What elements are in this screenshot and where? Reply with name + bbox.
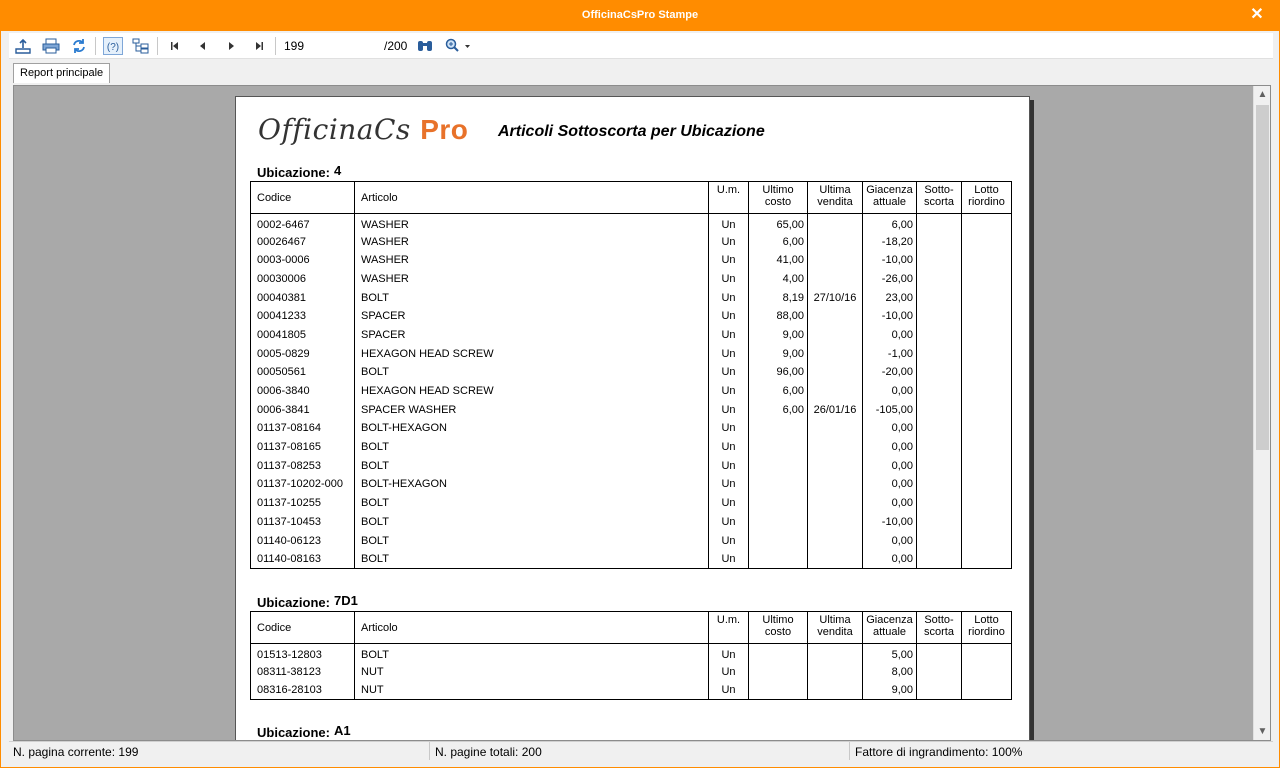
report-page [235,96,1030,741]
cell-ultimo-costo: 4,00 [749,270,808,289]
cell-codice: 08311-38123 [251,662,355,681]
cell-articolo: WASHER [355,270,709,289]
cell-sottoscorta [917,344,962,363]
cell-ultimo-costo [749,644,808,663]
ubicazione-value: 4 [333,163,342,178]
cell-articolo: BOLT [355,456,709,475]
zoom-icon[interactable] [443,37,473,55]
cell-um: Un [709,307,749,326]
col-sottoscorta: Sotto- scorta [917,612,962,644]
cell-giacenza: 0,00 [863,456,917,475]
cell-articolo: WASHER [355,251,709,270]
ubicazione-label: Ubicazione: [257,725,330,740]
cell-um: Un [709,363,749,382]
refresh-icon[interactable] [69,37,89,55]
cell-giacenza: 6,00 [863,214,917,233]
table-row [251,270,1012,289]
cell-articolo: SPACER [355,326,709,345]
cell-um: Un [709,531,749,550]
prev-page-icon[interactable] [193,37,213,55]
toolbar-separator [157,37,158,55]
table-row [251,382,1012,401]
cell-ultimo-costo: 6,00 [749,382,808,401]
cell-ultimo-costo [749,513,808,532]
cell-ultima-vendita [808,644,863,663]
cell-lotto [962,456,1012,475]
cell-giacenza: -18,20 [863,232,917,251]
col-codice: Codice [251,182,355,214]
tab-strip [9,61,1273,83]
cell-giacenza: 0,00 [863,494,917,513]
cell-codice: 00026467 [251,232,355,251]
cell-ultimo-costo: 9,00 [749,344,808,363]
cell-ultima-vendita [808,419,863,438]
cell-articolo: BOLT [355,494,709,513]
table-row [251,550,1012,569]
cell-ultima-vendita [808,232,863,251]
cell-codice: 0002-6467 [251,214,355,233]
cell-sottoscorta [917,251,962,270]
cell-giacenza: -105,00 [863,400,917,419]
report-table [250,181,1012,569]
cell-um: Un [709,644,749,663]
toolbar-separator [275,37,276,55]
cell-sottoscorta [917,326,962,345]
cell-ultima-vendita [808,344,863,363]
table-row [251,251,1012,270]
cell-um: Un [709,438,749,457]
cell-ultima-vendita: 27/10/16 [808,288,863,307]
cell-giacenza: 23,00 [863,288,917,307]
cell-articolo: NUT [355,662,709,681]
cell-sottoscorta [917,214,962,233]
cell-giacenza: 0,00 [863,475,917,494]
cell-ultimo-costo [749,494,808,513]
cell-ultima-vendita [808,307,863,326]
svg-text:(?): (?) [106,42,120,53]
ubicazione-label: Ubicazione: [257,165,330,180]
cell-codice: 01137-10255 [251,494,355,513]
cell-lotto [962,344,1012,363]
scroll-up-icon[interactable]: ▲ [1257,89,1268,100]
page-number-input[interactable]: 199 [284,39,305,53]
cell-ultima-vendita [808,363,863,382]
cell-giacenza: 0,00 [863,438,917,457]
cell-codice: 0003-0006 [251,251,355,270]
logo-main-text: OfficinaCs [258,113,411,146]
cell-um: Un [709,270,749,289]
page-total-label: /200 [384,39,408,53]
cell-lotto [962,644,1012,663]
cell-giacenza: -10,00 [863,251,917,270]
ubicazione-heading [257,593,358,610]
table-row [251,438,1012,457]
table-row [251,363,1012,382]
report-title: Articoli Sottoscorta per Ubicazione [498,123,765,140]
cell-lotto [962,662,1012,681]
export-icon[interactable] [13,37,33,55]
cell-ultimo-costo: 65,00 [749,214,808,233]
vertical-scrollbar[interactable] [1253,86,1270,740]
col-articolo: Articolo [355,612,709,644]
cell-ultimo-costo: 8,19 [749,288,808,307]
cell-codice: 0006-3840 [251,382,355,401]
cell-lotto [962,382,1012,401]
cell-um: Un [709,251,749,270]
cell-articolo: HEXAGON HEAD SCREW [355,382,709,401]
cell-lotto [962,438,1012,457]
col-codice: Codice [251,612,355,644]
cell-codice: 00050561 [251,363,355,382]
cell-um: Un [709,232,749,251]
cell-sottoscorta [917,494,962,513]
table-row [251,513,1012,532]
cell-giacenza: 0,00 [863,382,917,401]
next-page-icon[interactable] [221,37,241,55]
cell-ultima-vendita [808,326,863,345]
col-giacenza: Giacenza attuale [863,182,917,214]
table-row [251,681,1012,700]
cell-ultima-vendita: 26/01/16 [808,400,863,419]
cell-um: Un [709,344,749,363]
toolbar-separator [95,37,96,55]
cell-ultimo-costo [749,456,808,475]
cell-um: Un [709,456,749,475]
cell-articolo: NUT [355,681,709,700]
cell-lotto [962,494,1012,513]
status-zoom: Fattore di ingrandimento: 100% [855,745,1023,759]
table-row [251,232,1012,251]
cell-codice: 0006-3841 [251,400,355,419]
col-articolo: Articolo [355,182,709,214]
status-total-pages: N. pagine totali: 200 [435,745,542,759]
cell-lotto [962,288,1012,307]
cell-codice: 01137-08165 [251,438,355,457]
cell-sottoscorta [917,531,962,550]
ubicazione-value: 7D1 [333,593,358,608]
scroll-down-icon[interactable]: ▼ [1257,726,1268,737]
cell-lotto [962,531,1012,550]
cell-giacenza: 0,00 [863,550,917,569]
toolbar [9,33,1273,59]
col-ultimo-costo: Ultimo costo [749,182,808,214]
cell-um: Un [709,419,749,438]
col-ultimo-costo: Ultimo costo [749,612,808,644]
status-bar [9,741,1273,759]
table-header-row [251,612,1012,644]
cell-lotto [962,419,1012,438]
col-lotto: Lotto riordino [962,612,1012,644]
table-row [251,344,1012,363]
cell-ultimo-costo [749,662,808,681]
table-header-row [251,182,1012,214]
col-ultima-vendita: Ultima vendita [808,612,863,644]
cell-lotto [962,307,1012,326]
table-row [251,662,1012,681]
cell-ultima-vendita [808,494,863,513]
cell-ultima-vendita [808,438,863,457]
cell-um: Un [709,681,749,700]
cell-codice: 00040381 [251,288,355,307]
cell-ultimo-costo [749,438,808,457]
cell-sottoscorta [917,400,962,419]
cell-sottoscorta [917,307,962,326]
cell-sottoscorta [917,513,962,532]
cell-ultimo-costo [749,681,808,700]
cell-sottoscorta [917,288,962,307]
cell-giacenza: -10,00 [863,513,917,532]
col-sottoscorta: Sotto- scorta [917,182,962,214]
cell-sottoscorta [917,644,962,663]
cell-sottoscorta [917,419,962,438]
cell-ultimo-costo: 6,00 [749,400,808,419]
cell-articolo: BOLT [355,531,709,550]
brand-logo [258,113,468,146]
cell-um: Un [709,214,749,233]
cell-articolo: WASHER [355,214,709,233]
cell-lotto [962,513,1012,532]
cell-ultimo-costo [749,475,808,494]
status-separator [849,742,850,760]
table-row [251,419,1012,438]
cell-codice: 01137-10453 [251,513,355,532]
status-current-page: N. pagina corrente: 199 [13,745,139,759]
cell-ultimo-costo [749,531,808,550]
cell-um: Un [709,550,749,569]
close-icon[interactable]: ✕ [1250,6,1264,23]
cell-articolo: BOLT-HEXAGON [355,475,709,494]
cell-ultima-vendita [808,550,863,569]
table-row [251,531,1012,550]
help-icon[interactable] [103,37,123,55]
cell-giacenza: -26,00 [863,270,917,289]
cell-ultimo-costo: 6,00 [749,232,808,251]
cell-lotto [962,550,1012,569]
cell-codice: 00041233 [251,307,355,326]
cell-articolo: BOLT [355,363,709,382]
cell-ultimo-costo: 41,00 [749,251,808,270]
cell-um: Un [709,400,749,419]
first-page-icon[interactable] [165,37,185,55]
cell-ultima-vendita [808,475,863,494]
cell-ultimo-costo: 88,00 [749,307,808,326]
cell-giacenza: -10,00 [863,307,917,326]
cell-codice: 01140-08163 [251,550,355,569]
cell-sottoscorta [917,475,962,494]
ubicazione-heading [257,163,341,180]
find-icon[interactable] [415,37,435,55]
cell-ultima-vendita [808,456,863,475]
window-title: OfficinaCsPro Stampe [581,9,699,21]
cell-um: Un [709,326,749,345]
cell-codice: 00041805 [251,326,355,345]
cell-articolo: HEXAGON HEAD SCREW [355,344,709,363]
content-area [9,31,1273,761]
cell-giacenza: 5,00 [863,644,917,663]
cell-articolo: BOLT [355,644,709,663]
cell-articolo: BOLT [355,288,709,307]
table-row [251,307,1012,326]
cell-lotto [962,681,1012,700]
cell-ultimo-costo [749,550,808,569]
cell-lotto [962,214,1012,233]
title-bar [1,1,1279,31]
cell-lotto [962,232,1012,251]
cell-articolo: BOLT [355,550,709,569]
cell-um: Un [709,288,749,307]
cell-codice: 01513-12803 [251,644,355,663]
cell-sottoscorta [917,382,962,401]
cell-articolo: BOLT [355,513,709,532]
print-icon[interactable] [41,37,61,55]
cell-ultima-vendita [808,531,863,550]
cell-ultima-vendita [808,270,863,289]
col-lotto: Lotto riordino [962,182,1012,214]
table-row [251,326,1012,345]
col-ultima-vendita: Ultima vendita [808,182,863,214]
logo-pro-text: Pro [420,114,469,145]
last-page-icon[interactable] [249,37,269,55]
cell-codice: 01137-10202-000 [251,475,355,494]
cell-giacenza: 9,00 [863,681,917,700]
cell-lotto [962,251,1012,270]
cell-ultima-vendita [808,513,863,532]
cell-giacenza: 0,00 [863,531,917,550]
cell-articolo: SPACER WASHER [355,400,709,419]
cell-ultima-vendita [808,382,863,401]
col-um: U.m. [709,182,749,214]
status-separator [429,742,430,760]
cell-codice: 08316-28103 [251,681,355,700]
table-row [251,214,1012,233]
cell-sottoscorta [917,438,962,457]
cell-codice: 01140-06123 [251,531,355,550]
cell-lotto [962,363,1012,382]
cell-sottoscorta [917,681,962,700]
cell-ultimo-costo: 9,00 [749,326,808,345]
col-giacenza: Giacenza attuale [863,612,917,644]
cell-articolo: SPACER [355,307,709,326]
cell-giacenza: -1,00 [863,344,917,363]
tree-icon[interactable] [131,37,151,55]
cell-ultimo-costo [749,419,808,438]
cell-sottoscorta [917,270,962,289]
cell-ultima-vendita [808,251,863,270]
cell-um: Un [709,475,749,494]
cell-articolo: BOLT-HEXAGON [355,419,709,438]
cell-um: Un [709,513,749,532]
cell-ultimo-costo: 96,00 [749,363,808,382]
cell-ultima-vendita [808,681,863,700]
table-row [251,494,1012,513]
cell-giacenza: 0,00 [863,419,917,438]
cell-um: Un [709,662,749,681]
cell-sottoscorta [917,363,962,382]
cell-codice: 01137-08164 [251,419,355,438]
cell-lotto [962,475,1012,494]
table-row [251,400,1012,419]
cell-ultima-vendita [808,662,863,681]
cell-sottoscorta [917,550,962,569]
cell-lotto [962,270,1012,289]
table-row [251,644,1012,663]
cell-sottoscorta [917,232,962,251]
cell-giacenza: -20,00 [863,363,917,382]
cell-um: Un [709,494,749,513]
ubicazione-value: A1 [333,723,351,738]
cell-giacenza: 0,00 [863,326,917,345]
cell-um: Un [709,382,749,401]
table-row [251,456,1012,475]
scroll-thumb[interactable] [1256,105,1269,450]
cell-articolo: BOLT [355,438,709,457]
cell-sottoscorta [917,662,962,681]
table-body [251,644,1012,700]
table-row [251,288,1012,307]
ubicazione-label: Ubicazione: [257,595,330,610]
table-body [251,214,1012,569]
ubicazione-heading [257,723,351,740]
report-viewer [13,85,1271,741]
col-um: U.m. [709,612,749,644]
cell-articolo: WASHER [355,232,709,251]
cell-lotto [962,326,1012,345]
cell-codice: 0005-0829 [251,344,355,363]
cell-codice: 01137-08253 [251,456,355,475]
cell-codice: 00030006 [251,270,355,289]
cell-giacenza: 8,00 [863,662,917,681]
cell-ultima-vendita [808,214,863,233]
cell-sottoscorta [917,456,962,475]
cell-lotto [962,400,1012,419]
tab-report-principale[interactable]: Report principale [13,63,110,83]
report-table [250,611,1012,700]
table-row [251,475,1012,494]
